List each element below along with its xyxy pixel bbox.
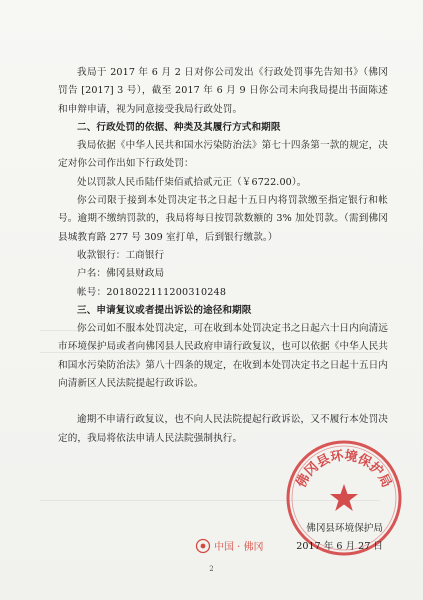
- seal-text: 佛冈县环境保护局: [294, 448, 394, 491]
- paragraph-penalty-amount: 处以罚款人民币陆仟柒佰贰拾贰元正（￥6722.00）。: [77, 176, 307, 188]
- signature-block: [233, 520, 383, 556]
- paragraph-notice: 我局于 2017 年 6 月 2 日对你公司发出《行政处罚事先告知书》（佛冈罚告 [2017] 3 号），截至 2017 年 6 月 9 日你公司未向我局提出书面陈述和申辩申请，视为同意接受我局行政处罚。: [58, 67, 388, 115]
- page-number: 2: [209, 565, 214, 573]
- bank-name: 收款银行：工商银行: [77, 249, 165, 261]
- paragraph-payment-terms: 你公司限于接到本处罚决定书之日起十五日内将罚款缴至指定银行和帐号。逾期不缴纳罚款的，我局将每日按罚款数额的 3% 加处罚款。（需到佛冈县城教育路 277 号 309 室打单，后到银行缴款。）: [58, 195, 388, 243]
- document-body: [58, 64, 388, 448]
- signature-org: 佛冈县环境保护局: [306, 523, 383, 534]
- paragraph-enforcement: 逾期不申请行政复议，也不向人民法院提起行政诉讼，又不履行本处罚决定的，我局将依法申请人民法院强制执行。: [58, 414, 388, 444]
- footer-logo-text: 中国 · 佛冈: [214, 542, 264, 553]
- section-heading-3: 三、申请复议或者提出诉讼的途径和期限: [77, 304, 252, 316]
- section-heading-2: 二、行政处罚的依据、种类及其履行方式和期限: [77, 121, 281, 133]
- signature-date: 2017 年 6 月 27 日: [296, 541, 383, 552]
- paragraph-legal-basis: 我局依据《中华人民共和国水污染防治法》第七十四条第一款的规定，决定对你公司作出如下行政处罚：: [58, 140, 388, 170]
- paragraph-appeal: 你公司如不服本处罚决定，可在收到本处罚决定书之日起六十日内向清远市环境保护局或者向佛冈县人民政府申请行政复议，也可以依据《中华人民共和国水污染防治法》第八十四条的规定，在收到本处罚决定书之日起十五日内向清新区人民法院提起行政诉讼。: [58, 323, 388, 390]
- seal-star-icon: [330, 484, 358, 511]
- account-number: 帐号：2018022111200310248: [77, 286, 227, 298]
- account-name: 户名：佛冈县财政局: [77, 268, 165, 280]
